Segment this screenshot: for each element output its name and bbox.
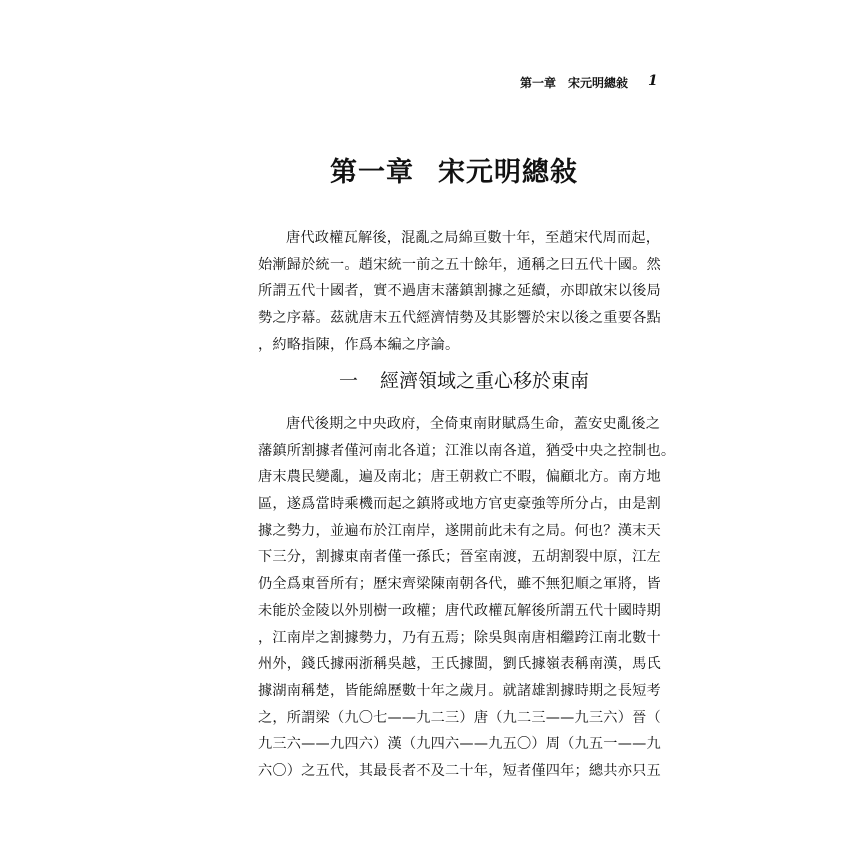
section-number: 一 bbox=[339, 370, 359, 392]
text-line: 藩鎮所割據者僅河南北各道；江淮以南各道，猶受中央之控制也。 bbox=[258, 442, 676, 459]
section-paragraph bbox=[258, 411, 676, 785]
section-heading bbox=[339, 366, 589, 393]
text-line: 唐代政權瓦解後，混亂之局綿亘數十年，至趙宋代周而起， bbox=[286, 230, 661, 246]
text-line: 之，所謂梁（九〇七——九二三）唐（九二三——九三六）晉（ bbox=[258, 709, 661, 726]
text-line: 勢之序幕。茲就唐末五代經濟情勢及其影響於宋以後之重要各點 bbox=[258, 310, 661, 327]
text-line: 唐代後期之中央政府，全倚東南財賦爲生命，蓋安史亂後之 bbox=[286, 416, 661, 432]
text-line: ，江南岸之割據勢力，乃有五焉；除吳與南唐相繼跨江南北數十 bbox=[258, 629, 661, 646]
text-line: 據湖南稱楚，皆能綿歷數十年之歲月。就諸雄割據時期之長短考 bbox=[258, 682, 661, 699]
text-line: 未能於金陵以外別樹一政權；唐代政權瓦解後所謂五代十國時期 bbox=[258, 602, 661, 619]
text-line: 所謂五代十國者，實不過唐末藩鎮割據之延續，亦即啟宋以後局 bbox=[258, 283, 661, 300]
running-head-title: 宋元明總敍 bbox=[568, 76, 629, 90]
text-line: 州外，錢氏據兩浙稱吳越，王氏據閩，劉氏據嶺表稱南漢，馬氏 bbox=[258, 656, 661, 673]
text-line: ，約略指陳，作爲本編之序論。 bbox=[258, 336, 460, 353]
chapter-name: 宋元明總敍 bbox=[438, 157, 578, 188]
chapter-number: 第一章 bbox=[330, 157, 414, 188]
running-head-chapter: 第一章 bbox=[520, 76, 557, 90]
text-line: 仍全爲東晉所有；歷宋齊梁陳南朝各代，雖不無犯順之軍將，皆 bbox=[258, 576, 661, 593]
intro-paragraph bbox=[258, 225, 661, 358]
text-line: 始漸歸於統一。趙宋統一前之五十餘年，通稱之曰五代十國。然 bbox=[258, 256, 661, 273]
chapter-title bbox=[330, 150, 630, 189]
section-title: 經濟領域之重心移於東南 bbox=[380, 370, 590, 392]
running-head bbox=[520, 74, 660, 94]
text-line: 九三六——九四六）漢（九四六——九五〇）周（九五一——九 bbox=[258, 736, 661, 753]
text-line: 區，遂爲當時乘機而起之鎮將或地方官吏豪強等所分占，由是割 bbox=[258, 496, 661, 513]
text-line: 下三分，割據東南者僅一孫氏；晉室南渡，五胡割裂中原，江左 bbox=[258, 549, 661, 566]
text-line: 六〇）之五代，其最長者不及二十年，短者僅四年；總共亦只五 bbox=[258, 762, 661, 779]
page-number: 1 bbox=[648, 73, 658, 89]
text-line: 據之勢力，並遍布於江南岸，遂開前此未有之局。何也？漢末天 bbox=[258, 522, 661, 539]
text-line: 唐末農民變亂，遍及南北；唐王朝救亡不暇，偏顧北方。南方地 bbox=[258, 469, 661, 486]
